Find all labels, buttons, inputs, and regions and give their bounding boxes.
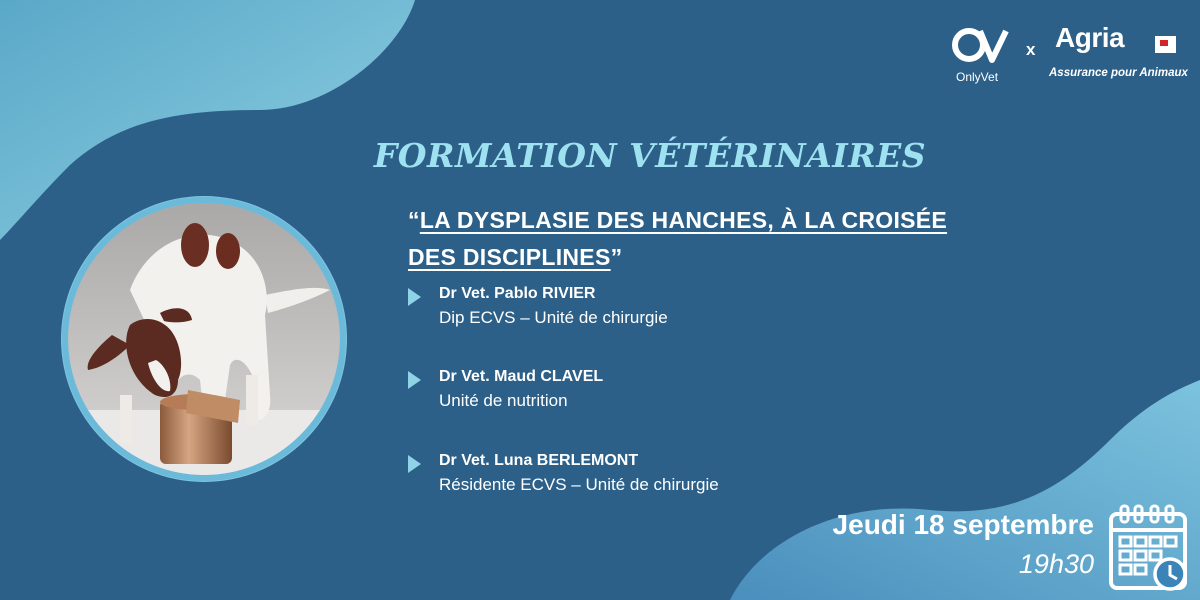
dog-eating-from-tin-photo	[60, 195, 348, 483]
agria-logo-mark-icon	[1155, 36, 1176, 53]
talk-title-line2: DES DISCIPLINES	[408, 244, 611, 270]
speaker-name: Dr Vet. Luna BERLEMONT	[439, 452, 639, 469]
talk-title	[408, 202, 1048, 276]
event-title: FORMATION VÉTÉRINAIRES	[373, 136, 927, 175]
open-quote: “	[408, 207, 420, 233]
agria-logo-tagline: Assurance pour Animaux	[1049, 67, 1188, 79]
onlyvet-logo-label: OnlyVet	[956, 70, 999, 84]
speaker-role: Résidente ECVS – Unité de chirurgie	[439, 475, 719, 494]
close-quote: ”	[610, 244, 623, 270]
talk-title-line1: LA DYSPLASIE DES HANCHES, À LA CROISÉE	[419, 207, 948, 233]
play-arrow-icon	[408, 455, 421, 473]
calendar-clock-icon	[1108, 504, 1190, 594]
speaker-role: Dip ECVS – Unité de chirurgie	[439, 308, 668, 327]
agria-logo-name: Agria	[1055, 22, 1125, 53]
event-date: Jeudi 18 septembre	[832, 509, 1094, 540]
event-time: 19h30	[1018, 549, 1094, 579]
speaker-name: Dr Vet. Pablo RIVIER	[439, 285, 596, 302]
play-arrow-icon	[408, 371, 421, 389]
play-arrow-icon	[408, 288, 421, 306]
speaker-name: Dr Vet. Maud CLAVEL	[439, 368, 604, 385]
partnership-separator: x	[1026, 40, 1036, 59]
speaker-role: Unité de nutrition	[439, 391, 568, 410]
